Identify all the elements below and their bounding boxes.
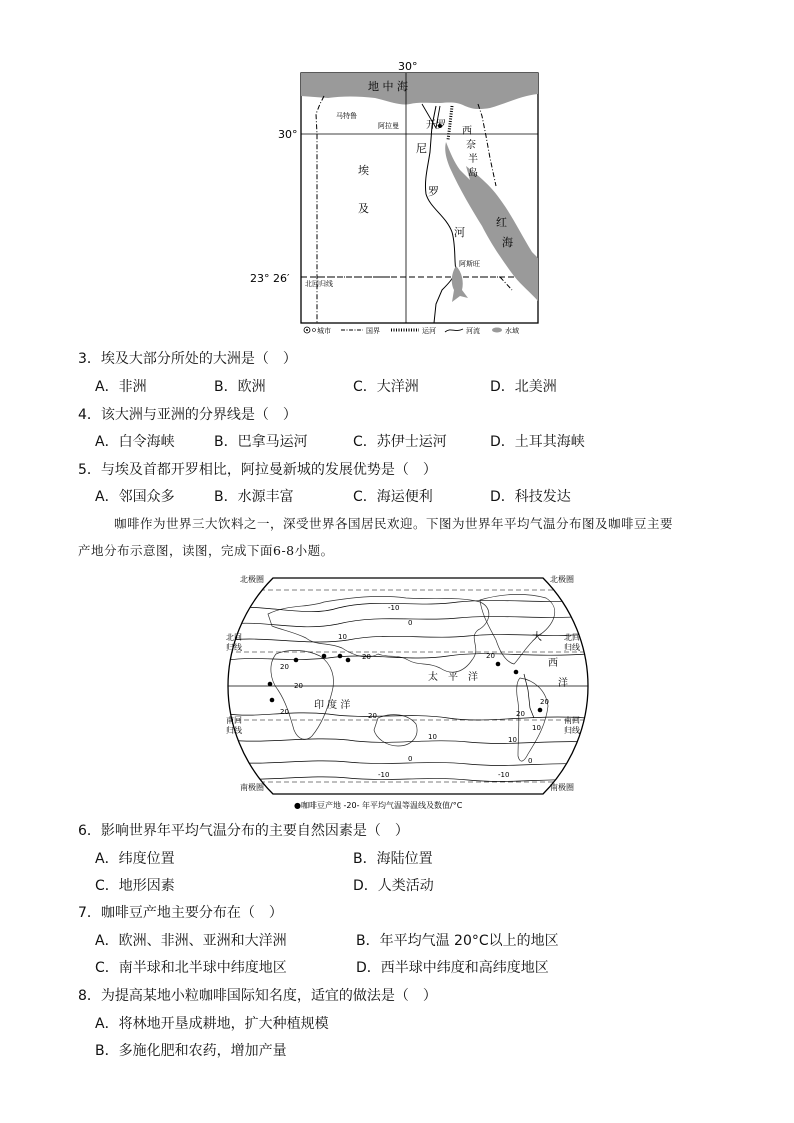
left-capricorn-2: 归线	[226, 726, 242, 735]
iso-label-7: 0	[408, 755, 413, 763]
q6-option-c[interactable]: C．地形因素	[95, 878, 175, 894]
iso-label-1: 0	[408, 619, 413, 627]
red-sea-label-0: 红	[496, 216, 507, 229]
legend-border: 国界	[366, 327, 380, 335]
iso-label-2: 10	[338, 633, 347, 641]
lon-30-label: 30°	[398, 60, 418, 73]
q6-option-b[interactable]: B．海陆位置	[353, 851, 433, 867]
q3-option-a[interactable]: A．非洲	[95, 379, 147, 395]
iso-label-9: 20	[280, 708, 289, 716]
legend-canal: 运河	[422, 327, 436, 335]
q7-option-c[interactable]: C．南半球和北半球中纬度地区	[95, 960, 287, 976]
q4-option-b[interactable]: B．巴拿马运河	[214, 434, 308, 450]
iso-label-12: 0	[528, 757, 533, 765]
city-alamein: 阿拉曼	[378, 122, 399, 130]
pacific-label: 太 平 洋	[428, 672, 478, 683]
iso-label-16: 20	[516, 710, 525, 718]
right-capricorn-2: 归线	[564, 726, 580, 735]
right-capricorn-1: 南回	[564, 716, 580, 725]
iso-label-5: 20	[294, 682, 303, 690]
question-8-stem: 8．为提高某地小粒咖啡国际知名度，适宜的做法是（ ）	[78, 988, 437, 1004]
right-arctic: 北极圈	[550, 575, 574, 584]
lat23-label: 23° 26′	[250, 272, 290, 285]
right-antarctic: 南极圈	[550, 783, 574, 792]
left-arctic: 北极圈	[240, 575, 264, 584]
city-aswan: 阿斯旺	[459, 260, 480, 268]
egypt-label-0: 埃	[358, 164, 369, 177]
indian-label: 印 度 洋	[314, 700, 351, 711]
question-5-stem: 5．与埃及首都开罗相比，阿拉曼新城的发展优势是（ ）	[78, 462, 437, 478]
atlantic-0: 大	[532, 632, 542, 643]
q4-option-d[interactable]: D．土耳其海峡	[490, 434, 585, 450]
atlantic-1: 西	[548, 658, 558, 669]
q3-option-b[interactable]: B．欧洲	[214, 379, 266, 395]
iso-label-15: 20	[540, 698, 549, 706]
egypt-legend	[304, 326, 519, 335]
left-cancer-2: 归线	[226, 643, 242, 652]
iso-label-13: -10	[498, 771, 510, 779]
q3-option-c[interactable]: C．大洋洲	[353, 379, 419, 395]
q7-option-b[interactable]: B．年平均气温 20°C以上的地区	[356, 933, 559, 949]
iso-label-14: 20	[486, 652, 495, 660]
q5-option-d[interactable]: D．科技发达	[490, 489, 571, 505]
tropic-label: 北回归线	[305, 280, 333, 288]
nile-label-1: 罗	[428, 185, 439, 198]
q8-option-b[interactable]: B．多施化肥和农药，增加产量	[95, 1043, 287, 1059]
q8-option-a[interactable]: A．将林地开垦成耕地，扩大种植规模	[95, 1016, 329, 1032]
red-sea-label-1: 海	[502, 236, 513, 249]
sinai-0: 西	[462, 126, 472, 137]
question-4-stem: 4．该大洲与亚洲的分界线是（ ）	[78, 407, 297, 423]
question-3-stem: 3．埃及大部分所处的大洲是（ ）	[78, 351, 297, 367]
lat30-label: 30°	[278, 128, 298, 141]
right-cancer-2: 归线	[564, 643, 580, 652]
egypt-map	[250, 56, 550, 341]
atlantic-2: 洋	[558, 678, 568, 689]
world-temperature-map	[228, 568, 588, 814]
left-cancer-1: 北回	[226, 633, 242, 642]
iso-label-10: 20	[368, 712, 377, 720]
legend-city: 城市	[317, 327, 331, 335]
sea-label: 地 中 海	[368, 80, 408, 93]
map-frame	[301, 73, 538, 323]
iso-label-3: 20	[280, 663, 289, 671]
world-map-legend: ●咖啡豆产地 -20- 年平均气温等温线及数值/°C	[294, 801, 463, 810]
question-7-stem: 7．咖啡豆产地主要分布在（ ）	[78, 905, 283, 921]
nile-label-0: 尼	[416, 142, 427, 155]
q5-option-a[interactable]: A．邻国众多	[95, 489, 175, 505]
left-capricorn-1: 南回	[226, 716, 242, 725]
intro-line-2: 产地分布示意图，读图，完成下面6-8小题。	[78, 543, 334, 558]
sinai-2: 半	[468, 154, 478, 165]
q7-option-a[interactable]: A．欧洲、非洲、亚洲和大洋洲	[95, 933, 287, 949]
q4-option-a[interactable]: A．白令海峡	[95, 434, 175, 450]
q6-option-a[interactable]: A．纬度位置	[95, 851, 175, 867]
q6-option-d[interactable]: D．人类活动	[353, 878, 434, 894]
iso-label-0: -10	[388, 604, 400, 612]
legend-water: 水域	[505, 327, 519, 335]
intro-paragraph	[78, 510, 718, 564]
egypt-label-1: 及	[358, 202, 369, 215]
sinai-3: 岛	[468, 168, 478, 179]
city-cairo: 开罗	[426, 120, 446, 131]
right-cancer-1: 北回	[564, 633, 580, 642]
q4-option-c[interactable]: C．苏伊士运河	[353, 434, 447, 450]
iso-label-6: 10	[428, 733, 437, 741]
q5-option-b[interactable]: B．水源丰富	[214, 489, 294, 505]
q3-option-d[interactable]: D．北美洲	[490, 379, 557, 395]
nile-label-2: 河	[454, 226, 465, 239]
iso-label-11: 10	[508, 736, 517, 744]
q7-option-d[interactable]: D．西半球中纬度和高纬度地区	[356, 960, 549, 976]
iso-label-17: 10	[532, 724, 541, 732]
city-matruh: 马特鲁	[336, 112, 357, 120]
legend-river: 河流	[466, 327, 480, 335]
iso-label-8: -10	[378, 771, 390, 779]
iso-label-4: 20	[362, 653, 371, 661]
intro-line-1: 咖啡作为世界三大饮料之一，深受世界各国居民欢迎。下图为世界年平均气温分布图及咖啡豆主要	[114, 516, 674, 531]
left-antarctic: 南极圈	[240, 783, 264, 792]
sinai-1: 奈	[466, 140, 476, 151]
q5-option-c[interactable]: C．海运便利	[353, 489, 433, 505]
question-6-stem: 6．影响世界年平均气温分布的主要自然因素是（ ）	[78, 823, 409, 839]
